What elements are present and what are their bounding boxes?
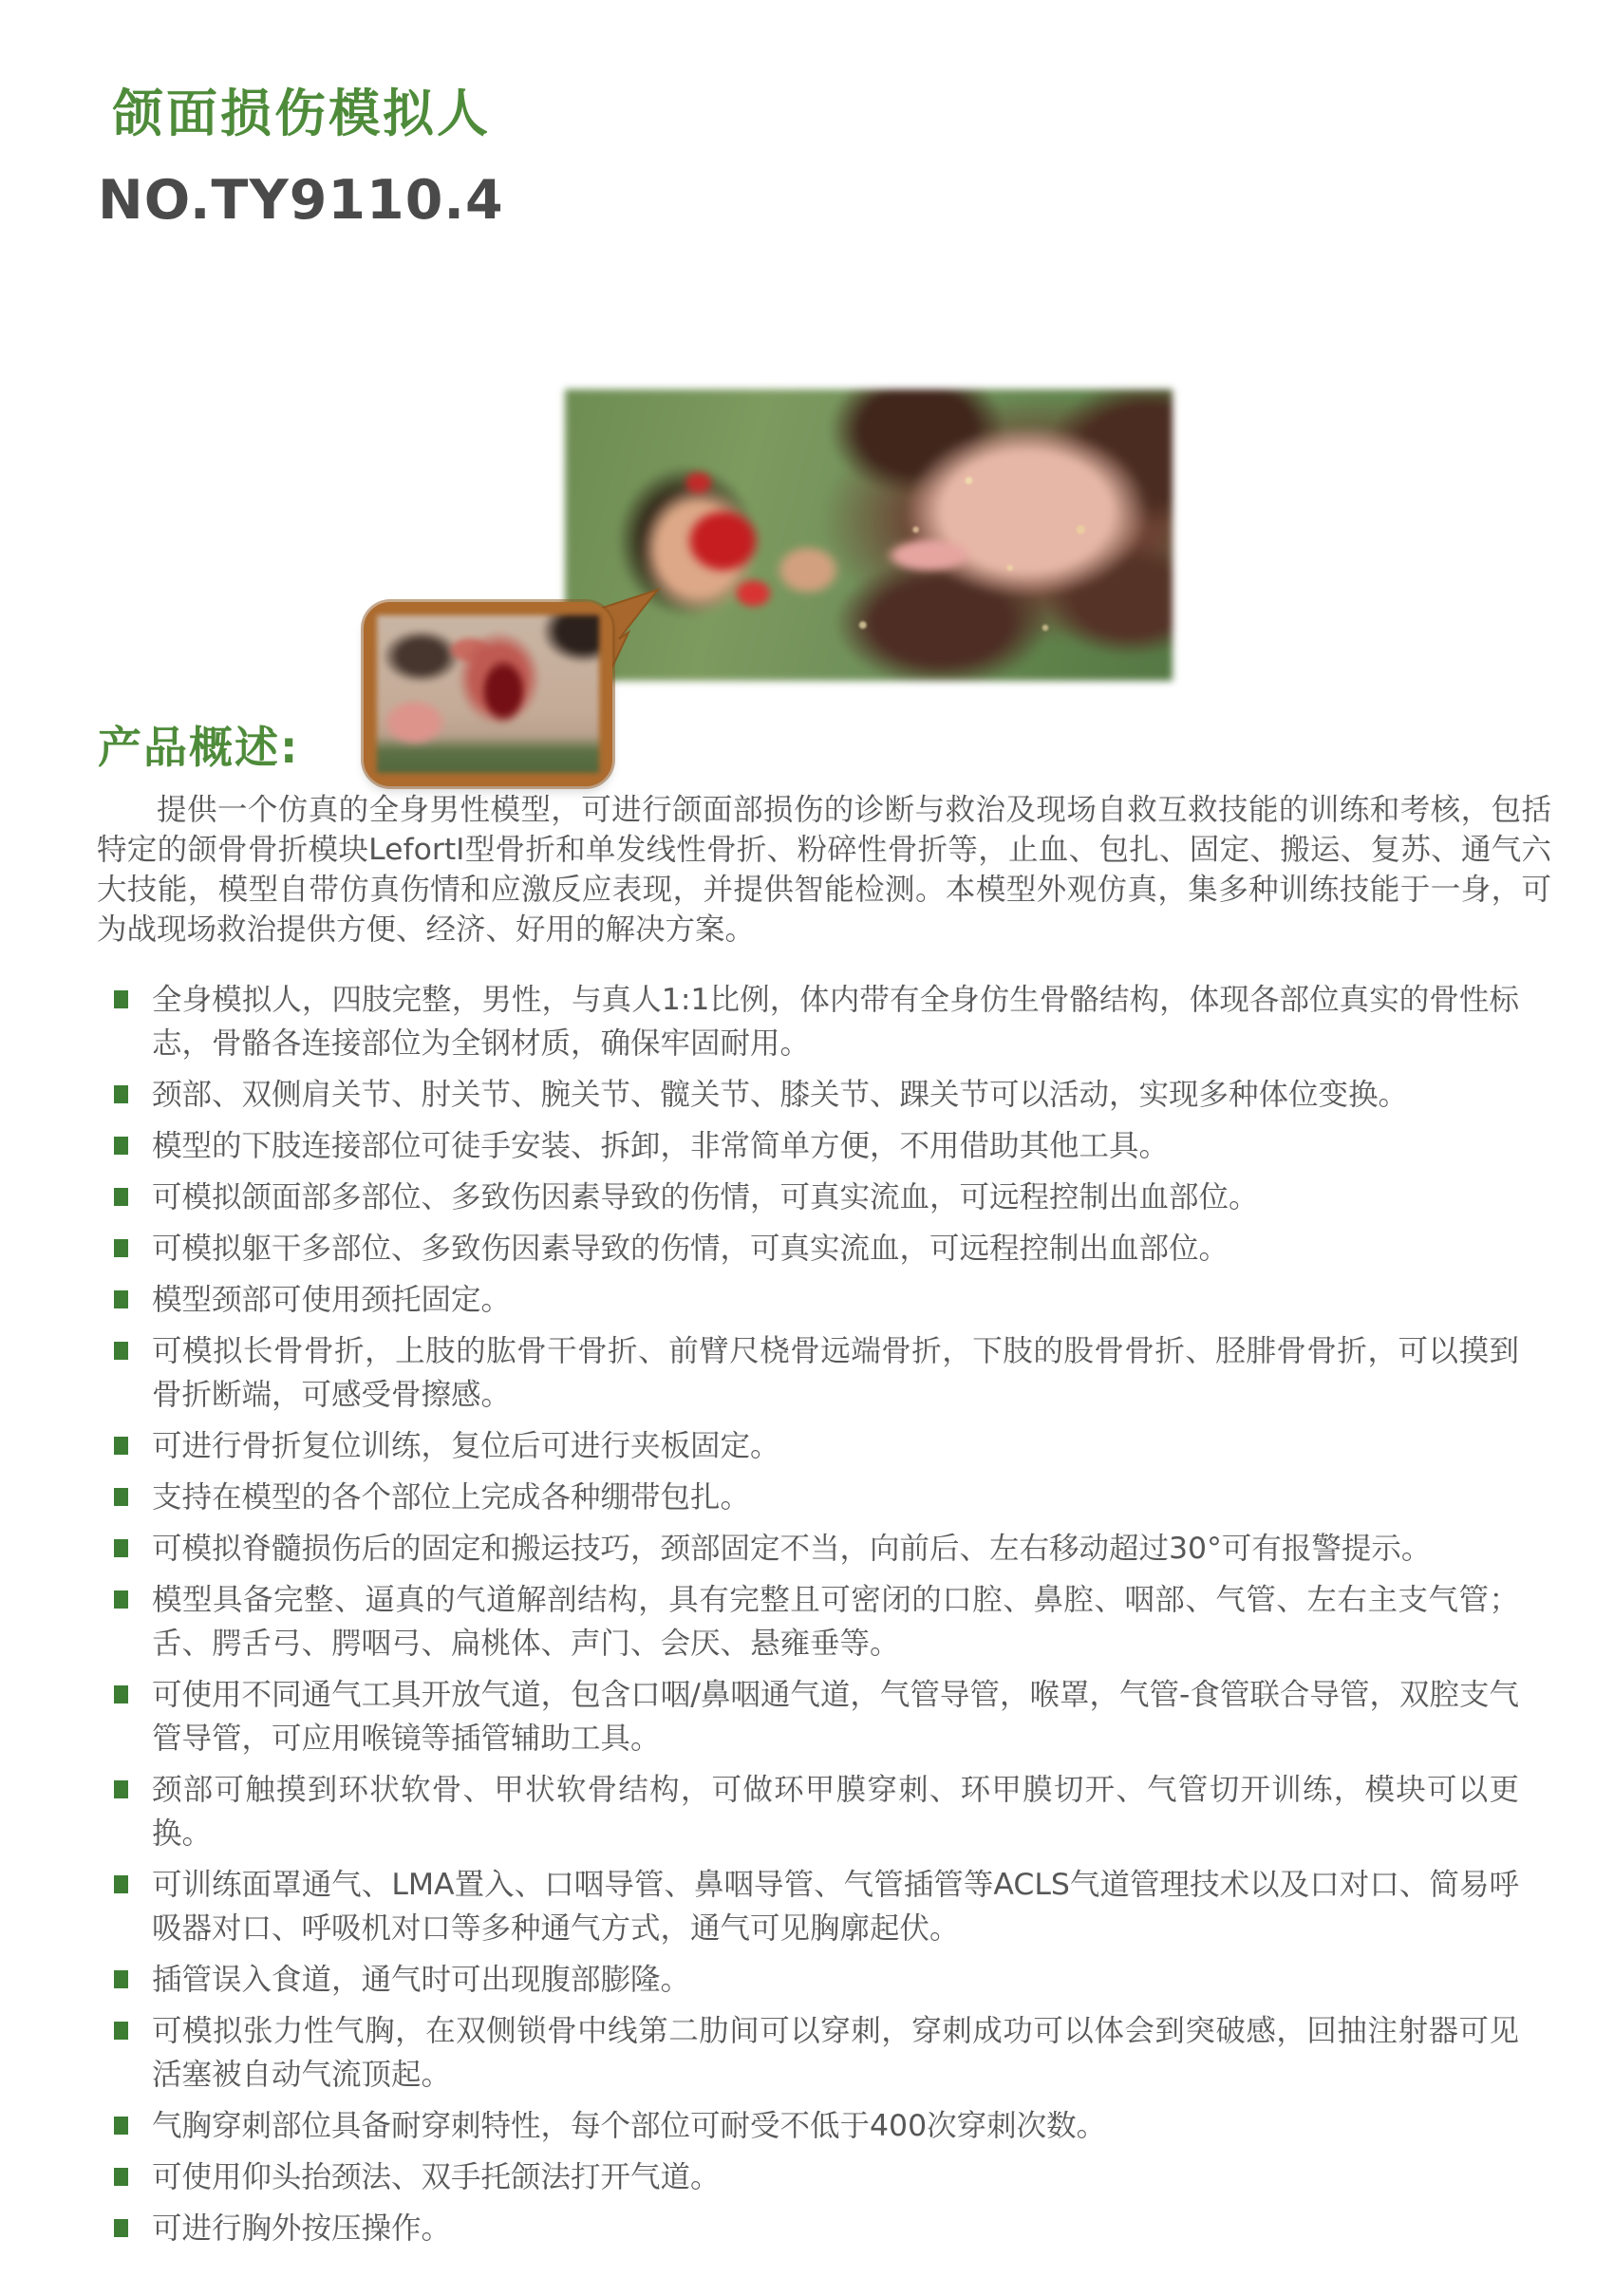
feature-text: 模型的下肢连接部位可徒手安装、拆卸，非常简单方便，不用借助其他工具。 — [152, 1129, 1170, 1164]
feature-text: 可进行胸外按压操作。 — [152, 2211, 452, 2247]
feature-text: 可模拟长骨骨折，上肢的肱骨干骨折、前臂尺桡骨远端骨折，下肢的股骨骨折、胫腓骨骨折，可以摸到骨折断端，可感受骨擦感。 — [152, 1334, 1519, 1413]
bullet-square-icon — [114, 1685, 128, 1703]
section-heading: 产品概述: — [98, 722, 300, 774]
product-spec-page — [0, 84, 1614, 2296]
bullet-square-icon — [114, 2022, 128, 2040]
feature-text: 模型颈部可使用颈托固定。 — [152, 1283, 512, 1318]
feature-item — [114, 1673, 1519, 1760]
bullet-square-icon — [114, 1970, 128, 1988]
feature-item — [114, 1527, 1519, 1571]
bullet-square-icon — [114, 1488, 128, 1506]
callout-tail-icon — [541, 563, 684, 743]
feature-text: 可模拟脊髓损伤后的固定和搬运技巧，颈部固定不当，向前后、左右移动超过30°可有报警提示。 — [152, 1532, 1432, 1567]
feature-text: 气胸穿刺部位具备耐穿刺特性，每个部位可耐受不低于400次穿刺次数。 — [152, 2109, 1107, 2144]
feature-text: 可使用仰头抬颈法、双手托颌法打开气道。 — [152, 2160, 721, 2195]
bullet-square-icon — [114, 1188, 128, 1206]
model-number: NO.TY9110.4 — [98, 168, 504, 232]
bullet-square-icon — [114, 1780, 128, 1798]
bullet-square-icon — [114, 1290, 128, 1308]
feature-item — [114, 1073, 1519, 1117]
bullet-square-icon — [114, 2219, 128, 2237]
feature-item — [114, 1768, 1519, 1855]
bullet-square-icon — [114, 1437, 128, 1455]
feature-text: 可模拟张力性气胸，在双侧锁骨中线第二肋间可以穿刺，穿刺成功可以体会到突破感，回抽注射器可见活塞被自动气流顶起。 — [152, 2014, 1519, 2093]
bullet-square-icon — [114, 990, 128, 1008]
bullet-square-icon — [114, 1085, 128, 1103]
feature-item — [114, 2104, 1519, 2148]
feature-item — [114, 1578, 1519, 1666]
feature-text: 颈部可触摸到环状软骨、甲状软骨结构，可做环甲膜穿刺、环甲膜切开、气管切开训练，模块可以更换。 — [152, 1773, 1519, 1852]
feature-text: 可模拟躯干多部位、多致伤因素导致的伤情，可真实流血，可远程控制出血部位。 — [152, 1232, 1229, 1267]
page-title: 颌面损伤模拟人 — [112, 84, 491, 143]
feature-text: 可模拟颌面部多部位、多致伤因素导致的伤情，可真实流血，可远程控制出血部位。 — [152, 1180, 1259, 1215]
feature-text: 支持在模型的各个部位上完成各种绷带包扎。 — [152, 1480, 751, 1515]
feature-item — [114, 1227, 1519, 1270]
feature-text: 可使用不同通气工具开放气道，包含口咽/鼻咽通气道，气管导管，喉罩，气管-食管联合导管，双腔支气管导管，可应用喉镜等插管辅助工具。 — [152, 1678, 1519, 1757]
bullet-square-icon — [114, 2168, 128, 2186]
overview-paragraph: 提供一个仿真的全身男性模型，可进行颌面部损伤的诊断与救治及现场自救互救技能的训练和考核，包括特定的颌骨骨折模块LefortI型骨折和单发线性骨折、粉碎性骨折等，止血、包扎、固定、搬运、复苏、通气六大技能，模型自带仿真伤情和应激反应表现，并提供智能检测。本模型外观仿真，集多种训练技能于一身，可为战现场救治提供方便、经济、好用的解决方案。 — [97, 793, 1551, 948]
feature-item — [114, 1329, 1519, 1417]
feature-text: 可进行骨折复位训练，复位后可进行夹板固定。 — [152, 1429, 780, 1464]
feature-item — [114, 1424, 1519, 1468]
feature-text: 全身模拟人，四肢完整，男性，与真人1:1比例，体内带有全身仿生骨骼结构，体现各部位真实的骨性标志，骨骼各连接部位为全钢材质，确保牢固耐用。 — [152, 983, 1519, 1062]
bullet-square-icon — [114, 1590, 128, 1609]
feature-item — [114, 978, 1519, 1065]
feature-text: 可训练面罩通气、LMA置入、口咽导管、鼻咽导管、气管插管等ACLS气道管理技术以及口对口、简易呼吸器对口、呼吸机对口等多种通气方式，通气可见胸廓起伏。 — [152, 1868, 1519, 1947]
feature-text: 模型具备完整、逼真的气道解剖结构，具有完整且可密闭的口腔、鼻腔、咽部、气管、左右主支气管；舌、腭舌弓、腭咽弓、扁桃体、声门、会厌、悬雍垂等。 — [152, 1583, 1519, 1662]
feature-item — [114, 1958, 1519, 2002]
main-product-photo — [574, 399, 1163, 671]
bullet-square-icon — [114, 2117, 128, 2135]
feature-item — [114, 2155, 1519, 2199]
feature-item — [114, 1863, 1519, 1950]
bullet-square-icon — [114, 1875, 128, 1893]
feature-item — [114, 1278, 1519, 1322]
feature-item — [114, 2009, 1519, 2097]
bullet-square-icon — [114, 1137, 128, 1155]
feature-list — [114, 978, 1519, 2250]
feature-item — [114, 2207, 1519, 2250]
feature-text: 插管误入食道，通气时可出现腹部膨隆。 — [152, 1963, 691, 1998]
bullet-square-icon — [114, 1539, 128, 1557]
feature-item — [114, 1476, 1519, 1519]
feature-item — [114, 1124, 1519, 1168]
feature-item — [114, 1176, 1519, 1219]
feature-text: 颈部、双侧肩关节、肘关节、腕关节、髋关节、膝关节、踝关节可以活动，实现多种体位变换。 — [152, 1078, 1409, 1113]
bullet-square-icon — [114, 1342, 128, 1360]
bullet-square-icon — [114, 1239, 128, 1257]
